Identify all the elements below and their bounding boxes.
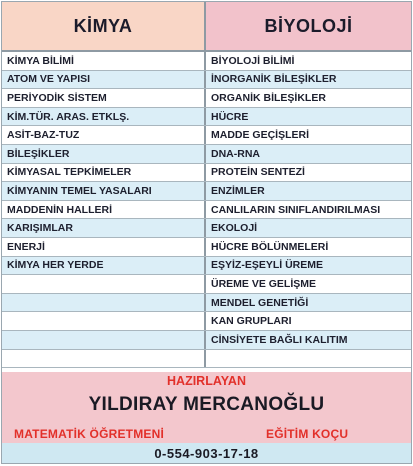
kimya-topic-cell: KİMYA BİLİMİ	[2, 52, 206, 70]
biyoloji-topic-cell: EŞYİZ-EŞEYLİ ÜREME	[211, 259, 324, 272]
biyoloji-topic-cell: MENDEL GENETİĞİ	[211, 296, 309, 309]
table-body	[2, 52, 411, 368]
biyoloji-topic-cell: EKOLOJİ	[211, 222, 258, 235]
table-row	[2, 182, 411, 201]
table-row	[2, 164, 411, 183]
header-biyoloji: BİYOLOJİ	[206, 2, 411, 50]
role-math-teacher: MATEMATİK ÖĞRETMENİ	[14, 427, 165, 441]
biyoloji-topic-cell: İNORGANİK BİLEŞİKLER	[211, 73, 337, 86]
kimya-topic-cell: MADDENİN HALLERİ	[2, 201, 206, 219]
biyoloji-topic-cell: KAN GRUPLARI	[211, 315, 292, 328]
kimya-topic-cell	[2, 350, 206, 368]
biyoloji-topic-cell: ENZİMLER	[211, 184, 265, 197]
table-row	[2, 331, 411, 350]
role-education-coach: EĞİTİM KOÇU	[266, 427, 349, 441]
table-header	[2, 2, 411, 52]
biyoloji-topic-cell: ÜREME VE GELİŞME	[211, 277, 317, 290]
biyoloji-topic-cell: ORGANİK BİLEŞİKLER	[211, 91, 326, 104]
biyoloji-topic-cell	[206, 350, 411, 368]
table-row	[2, 126, 411, 145]
kimya-topic-cell: KİMYASAL TEPKİMELER	[2, 164, 206, 182]
table-row	[2, 312, 411, 331]
table-row	[2, 108, 411, 127]
table-row	[2, 275, 411, 294]
biyoloji-topic-cell: HÜCRE BÖLÜNMELERİ	[211, 240, 329, 253]
phone-number: 0-554-903-17-18	[2, 443, 411, 463]
biyoloji-topic-cell: CANLILARIN SINIFLANDIRILMASI	[211, 203, 381, 216]
table-row	[2, 219, 411, 238]
kimya-topic-cell: KARIŞIMLAR	[2, 219, 206, 237]
header-kimya: KİMYA	[2, 2, 206, 50]
kimya-topic-cell	[2, 294, 206, 312]
table-row	[2, 294, 411, 313]
roles-line	[2, 427, 411, 443]
kimya-topic-cell: PERİYODİK SİSTEM	[2, 89, 206, 107]
kimya-topic-cell	[2, 312, 206, 330]
biyoloji-topic-cell: DNA-RNA	[211, 147, 260, 160]
table-row	[2, 350, 411, 369]
biyoloji-topic-cell: HÜCRE	[211, 110, 249, 123]
table-row	[2, 52, 411, 71]
kimya-topic-cell: KİMYANIN TEMEL YASALARI	[2, 182, 206, 200]
kimya-topic-cell: ASİT-BAZ-TUZ	[2, 126, 206, 144]
biyoloji-topic-cell: PROTEİN SENTEZİ	[211, 166, 305, 179]
curriculum-table	[1, 1, 412, 464]
table-row	[2, 71, 411, 90]
table-row	[2, 238, 411, 257]
prepared-by-label: HAZIRLAYAN	[167, 374, 246, 388]
biyoloji-topic-cell: BİYOLOJİ BİLİMİ	[211, 54, 295, 67]
kimya-topic-cell: BİLEŞİKLER	[2, 145, 206, 163]
kimya-topic-cell	[2, 275, 206, 293]
footer	[2, 372, 411, 463]
biyoloji-topic-cell: CİNSİYETE BAĞLI KALITIM	[211, 333, 348, 346]
kimya-topic-cell: ENERJİ	[2, 238, 206, 256]
table-row	[2, 89, 411, 108]
kimya-topic-cell	[2, 331, 206, 349]
kimya-topic-cell: KİM.TÜR. ARAS. ETKLŞ.	[2, 108, 206, 126]
kimya-topic-cell: ATOM VE YAPISI	[2, 71, 206, 89]
table-row	[2, 145, 411, 164]
table-row	[2, 257, 411, 276]
biyoloji-topic-cell: MADDE GEÇİŞLERİ	[211, 129, 310, 142]
table-row	[2, 201, 411, 220]
kimya-topic-cell: KİMYA HER YERDE	[2, 257, 206, 275]
author-name: YILDIRAY MERCANOĞLU	[88, 394, 325, 415]
